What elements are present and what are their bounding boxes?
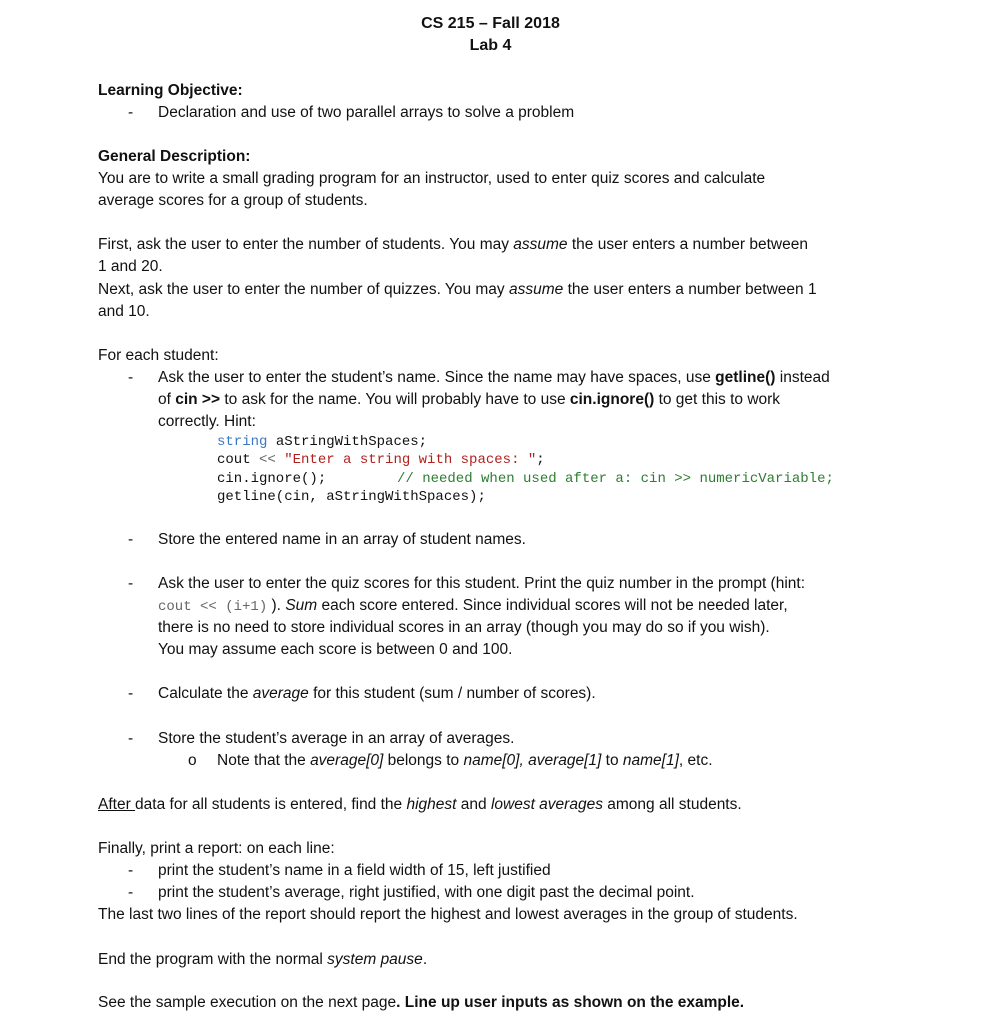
bullet-dash: - xyxy=(128,531,134,548)
general-description-line: average scores for a group of students. xyxy=(98,192,368,209)
bullet-dash: - xyxy=(128,730,134,747)
first-paragraph-line: First, ask the user to enter the number of students. You may assume the user enters a number between xyxy=(98,236,808,253)
sub-bullet-circle: o xyxy=(188,752,197,769)
code-line: string aStringWithSpaces; xyxy=(217,434,428,450)
sample-execution-line: See the sample execution on the next page. Line up user inputs as shown on the example. xyxy=(98,994,745,1011)
lab-title: Lab 4 xyxy=(469,37,512,54)
course-title: CS 215 – Fall 2018 xyxy=(421,15,560,32)
bullet-dash: - xyxy=(128,575,134,592)
name-instruction-line: Ask the user to enter the student’s name. Since the name may have spaces, use getline() instead xyxy=(158,369,830,386)
bullet-dash: - xyxy=(128,369,134,386)
name-instruction-line: of cin >> to ask for the name. You will probably have to use cin.ignore() to get this to work xyxy=(158,391,781,408)
quiz-scores-line: You may assume each score is between 0 and 100. xyxy=(158,641,513,658)
store-name-item: Store the entered name in an array of student names. xyxy=(158,531,526,548)
bullet-dash: - xyxy=(128,862,134,879)
general-description-heading: General Description: xyxy=(98,148,251,165)
report-summary-line: The last two lines of the report should report the highest and lowest averages in the group of students. xyxy=(98,906,798,923)
report-heading: Finally, print a report: on each line: xyxy=(98,840,335,857)
general-description-line: You are to write a small grading program for an instructor, used to enter quiz scores and calculate xyxy=(98,170,766,187)
code-line: getline(cin, aStringWithSpaces); xyxy=(217,489,486,505)
calculate-average-item: Calculate the average for this student (sum / number of scores). xyxy=(158,685,596,702)
bullet-dash: - xyxy=(128,104,134,121)
for-each-student-heading: For each student: xyxy=(98,347,219,364)
next-paragraph-line: Next, ask the user to enter the number of quizzes. You may assume the user enters a number between 1 xyxy=(98,281,817,298)
learning-objective-item: Declaration and use of two parallel arrays to solve a problem xyxy=(158,104,575,121)
store-average-item: Store the student’s average in an array of averages. xyxy=(158,730,515,747)
bullet-dash: - xyxy=(128,685,134,702)
end-program-line: End the program with the normal system pause. xyxy=(98,951,428,968)
after-data-paragraph: After data for all students is entered, find the highest and lowest averages among all students. xyxy=(98,796,742,813)
code-line: cin.ignore(); xyxy=(217,471,327,487)
bullet-dash: - xyxy=(128,884,134,901)
learning-objective-heading: Learning Objective: xyxy=(98,82,243,99)
first-paragraph-line: 1 and 20. xyxy=(98,258,163,275)
quiz-scores-line: Ask the user to enter the quiz scores for this student. Print the quiz number in the prompt (hint: xyxy=(158,575,806,592)
name-instruction-line: correctly. Hint: xyxy=(158,413,256,430)
code-comment: // needed when used after a: cin >> numericVariable; xyxy=(397,471,834,487)
quiz-scores-line: cout << (i+1) ). Sum each score entered. Since individual scores will not be needed later, xyxy=(158,597,788,615)
report-item: print the student’s average, right justified, with one digit past the decimal point. xyxy=(158,884,695,901)
code-line: cout << "Enter a string with spaces: "; xyxy=(217,452,545,468)
report-item: print the student’s name in a field width of 15, left justified xyxy=(158,862,551,879)
next-paragraph-line: and 10. xyxy=(98,303,150,320)
quiz-scores-line: there is no need to store individual scores in an array (though you may do so if you wish). xyxy=(158,619,770,636)
parallel-array-note: Note that the average[0] belongs to name[0], average[1] to name[1], etc. xyxy=(217,752,713,769)
